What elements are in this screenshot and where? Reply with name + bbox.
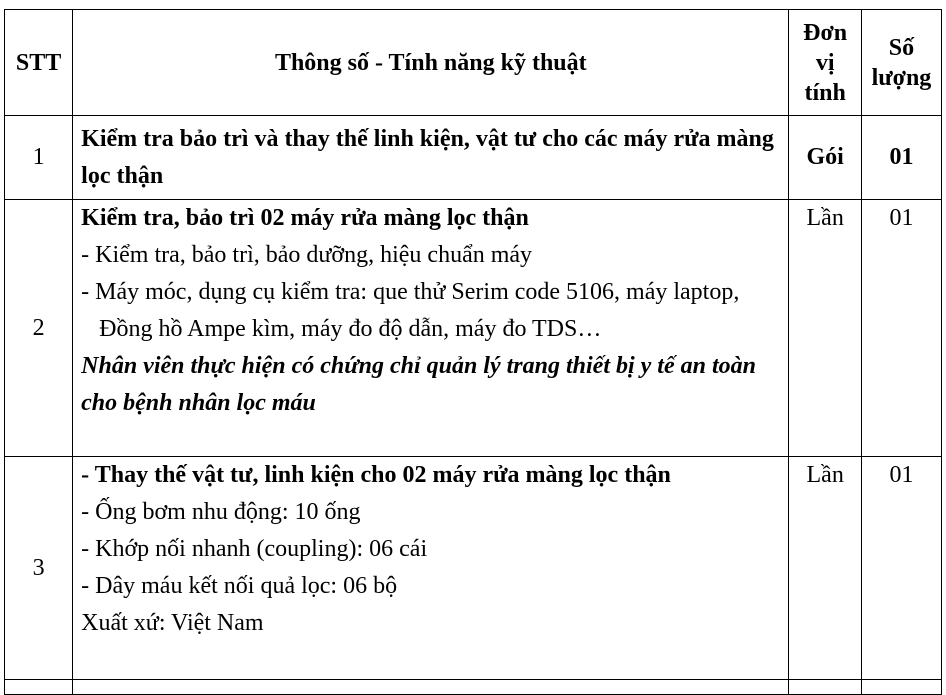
header-qty bbox=[861, 10, 941, 116]
header-stt: STT bbox=[5, 10, 73, 116]
row2-spec bbox=[73, 200, 789, 457]
table-row bbox=[5, 116, 942, 200]
header-unit-line2: vị bbox=[815, 49, 835, 76]
row3-title: - Thay thế vật tư, linh kiện cho 02 máy rửa màng lọc thận bbox=[81, 462, 671, 488]
row2-stt: 2 bbox=[5, 200, 73, 457]
header-row bbox=[5, 10, 942, 116]
header-qty-line1: Số bbox=[888, 34, 915, 61]
table-row bbox=[5, 200, 942, 457]
row3-spec bbox=[73, 457, 789, 680]
row1-title: Kiểm tra bảo trì và thay thế linh kiện, vật tư cho các máy rửa màng lọc thận bbox=[81, 125, 774, 189]
header-unit-line1: Đơn bbox=[803, 19, 848, 46]
row2-unit: Lần bbox=[789, 200, 861, 457]
table-row-cut bbox=[5, 680, 942, 695]
spec-table bbox=[4, 9, 942, 695]
row2-item-1: - Kiểm tra, bảo trì, bảo dưỡng, hiệu chuẩn máy bbox=[81, 242, 533, 268]
row3-stt: 3 bbox=[5, 457, 73, 680]
row3-qty: 01 bbox=[861, 457, 941, 680]
row1-spec bbox=[73, 116, 789, 200]
header-unit-line3: tính bbox=[804, 79, 846, 106]
row3-origin: Xuất xứ: Việt Nam bbox=[81, 610, 264, 636]
row3-item-2: - Khớp nối nhanh (coupling): 06 cái bbox=[81, 536, 428, 562]
row2-title: Kiểm tra, bảo trì 02 máy rửa màng lọc thận bbox=[81, 205, 529, 231]
cut-cell bbox=[73, 680, 789, 695]
cut-cell bbox=[861, 680, 941, 695]
header-unit bbox=[789, 10, 861, 116]
header-spec: Thông số - Tính năng kỹ thuật bbox=[73, 10, 789, 116]
row1-qty: 01 bbox=[861, 116, 941, 200]
row2-note: Nhân viên thực hiện có chứng chỉ quản lý trang thiết bị y tế an toàn cho bệnh nhân lọc máu bbox=[81, 353, 756, 416]
row2-qty: 01 bbox=[861, 200, 941, 457]
header-qty-line2: lượng bbox=[871, 64, 932, 91]
cut-cell bbox=[789, 680, 861, 695]
row2-item-2: - Máy móc, dụng cụ kiểm tra: que thử Serim code 5106, máy laptop, Đồng hồ Ampe kìm, máy đo độ dẫn, máy đo TDS… bbox=[81, 279, 740, 342]
row1-stt: 1 bbox=[5, 116, 73, 200]
row3-item-1: - Ống bơm nhu động: 10 ống bbox=[81, 499, 361, 525]
table-row bbox=[5, 457, 942, 680]
row3-item-3: - Dây máu kết nối quả lọc: 06 bộ bbox=[81, 573, 398, 599]
row3-unit: Lần bbox=[789, 457, 861, 680]
cut-cell bbox=[5, 680, 73, 695]
row1-unit: Gói bbox=[789, 116, 861, 200]
